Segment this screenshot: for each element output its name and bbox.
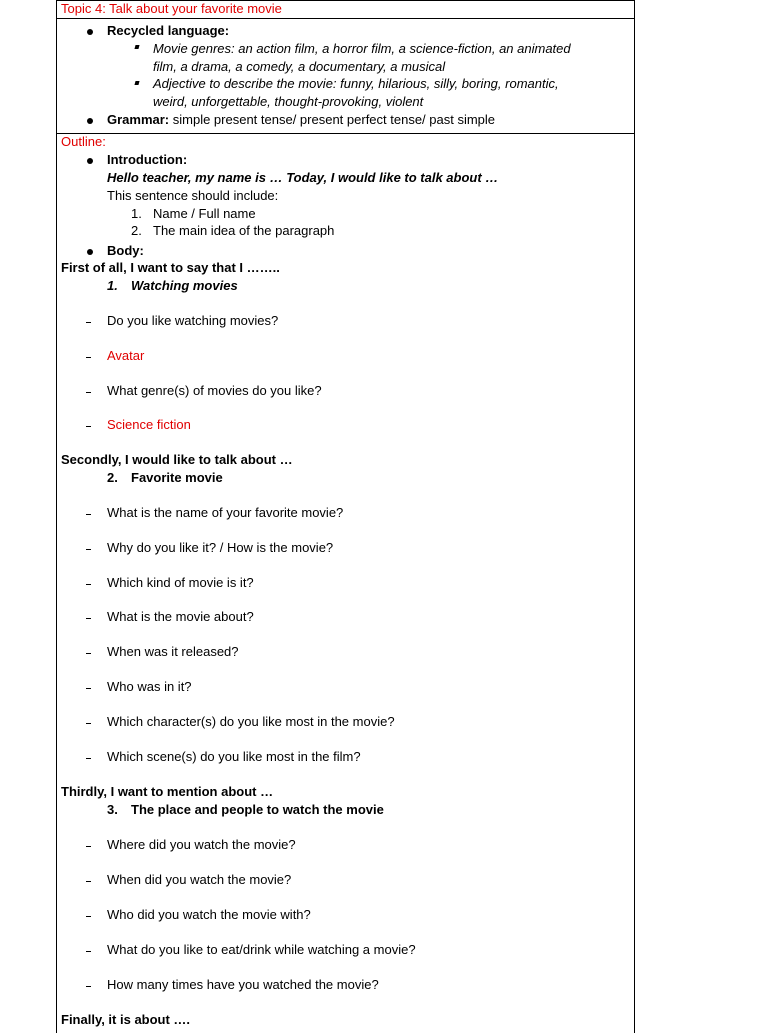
adjectives-line-2: weird, unforgettable, thought-provoking, violent <box>153 94 424 109</box>
genres-line-1: Movie genres: an action film, a horror film, a science-fiction, an animated <box>153 41 571 56</box>
dash-icon <box>86 618 91 619</box>
grammar-label: Grammar: <box>107 112 170 127</box>
section1-question: What genre(s) of movies do you like? <box>107 383 322 398</box>
intro-sentence: Hello teacher, my name is … Today, I would like to talk about … <box>107 170 499 185</box>
section2-question: When was it released? <box>107 644 239 659</box>
section1-title: Watching movies <box>131 278 238 293</box>
section2-question: Which scene(s) do you like most in the film? <box>107 749 361 764</box>
body-label: Body: <box>107 243 144 258</box>
dash-icon <box>86 357 91 358</box>
grammar-text: simple present tense/ present perfect tense/ past simple <box>169 112 496 127</box>
section3-title: The place and people to watch the movie <box>131 802 384 817</box>
section2-question: Which kind of movie is it? <box>107 575 254 590</box>
section3-lead: Thirdly, I want to mention about … <box>61 784 274 799</box>
section1-number: 1. <box>107 278 118 293</box>
dash-icon <box>86 653 91 654</box>
section1-question: Do you like watching movies? <box>107 313 279 328</box>
section3-question: Who did you watch the movie with? <box>107 907 311 922</box>
dash-icon <box>86 881 91 882</box>
section2-number: 2. <box>107 470 118 485</box>
bullet-icon <box>87 29 93 35</box>
dash-icon <box>86 951 91 952</box>
section1-answer: Avatar <box>107 348 145 363</box>
dash-icon <box>86 392 91 393</box>
dash-icon <box>86 723 91 724</box>
dash-icon <box>86 514 91 515</box>
section2-question: What is the movie about? <box>107 609 254 624</box>
intro-item-num: 1. <box>131 206 142 221</box>
intro-item-num: 2. <box>131 223 142 238</box>
section2-question: Why do you like it? / How is the movie? <box>107 540 334 555</box>
topic-title: Topic 4: Talk about your favorite movie <box>61 1 282 16</box>
bullet-icon <box>87 158 93 164</box>
intro-item: The main idea of the paragraph <box>153 223 335 238</box>
section2-question: Which character(s) do you like most in the movie? <box>107 714 395 729</box>
bullet-icon <box>87 118 93 124</box>
dash-icon <box>86 758 91 759</box>
outline-label: Outline: <box>61 134 106 149</box>
section3-question: When did you watch the movie? <box>107 872 292 887</box>
dash-icon <box>86 584 91 585</box>
section1-answer: Science fiction <box>107 417 191 432</box>
genres-line-2: film, a drama, a comedy, a documentary, a musical <box>153 59 446 74</box>
section2-title: Favorite movie <box>131 470 223 485</box>
dash-icon <box>86 846 91 847</box>
recycled-language-label: Recycled language: <box>107 23 230 38</box>
section1-lead: First of all, I want to say that I …….. <box>61 260 280 275</box>
dash-icon <box>86 688 91 689</box>
introduction-label: Introduction: <box>107 152 188 167</box>
bullet-icon <box>87 249 93 255</box>
intro-note: This sentence should include: <box>107 188 279 203</box>
dash-icon <box>86 426 91 427</box>
intro-item: Name / Full name <box>153 206 256 221</box>
adjectives-line-1: Adjective to describe the movie: funny, hilarious, silly, boring, romantic, <box>153 76 559 91</box>
section2-question: Who was in it? <box>107 679 192 694</box>
grammar-line <box>107 112 495 128</box>
section3-question: What do you like to eat/drink while watching a movie? <box>107 942 416 957</box>
section3-question: Where did you watch the movie? <box>107 837 296 852</box>
dash-icon <box>86 322 91 323</box>
section2-lead: Secondly, I would like to talk about … <box>61 452 293 467</box>
section3-number: 3. <box>107 802 118 817</box>
dash-icon <box>86 549 91 550</box>
dash-icon <box>86 916 91 917</box>
section3-question: How many times have you watched the movie? <box>107 977 379 992</box>
section2-question: What is the name of your favorite movie? <box>107 505 344 520</box>
section4-lead: Finally, it is about …. <box>61 1012 191 1027</box>
dash-icon <box>86 986 91 987</box>
